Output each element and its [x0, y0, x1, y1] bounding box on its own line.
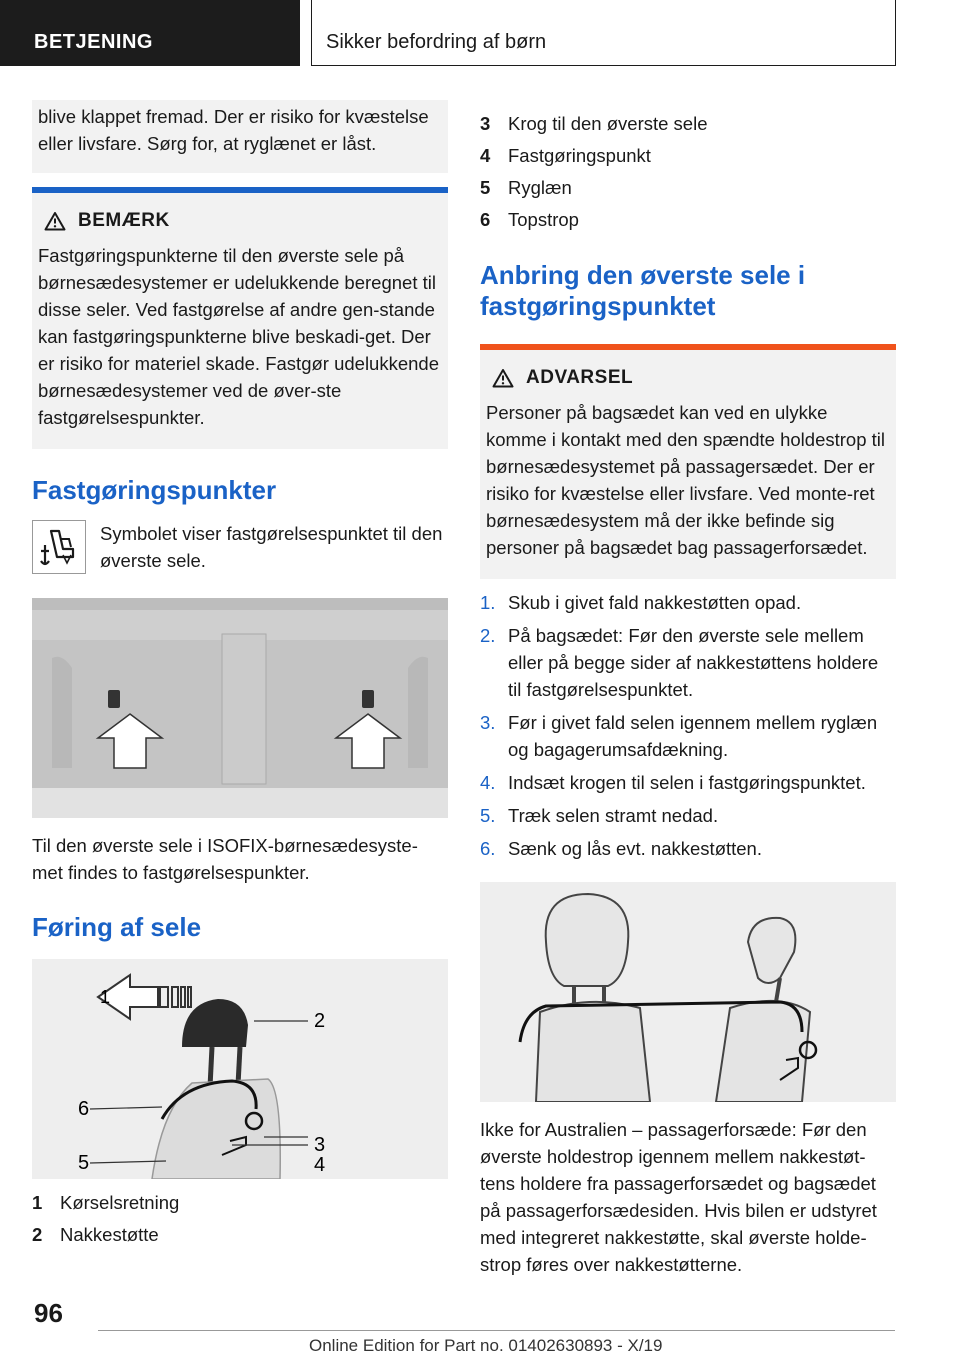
note-box — [32, 193, 448, 449]
instruction-steps — [480, 589, 896, 862]
legend-num: 5 — [480, 177, 491, 198]
step-num: 2. — [480, 625, 496, 646]
legend-item — [480, 172, 896, 204]
legend-item — [32, 1219, 448, 1251]
legend-item — [480, 140, 896, 172]
legend-num: 1 — [32, 1192, 43, 1213]
legend-item — [480, 108, 896, 140]
warning-text: Personer på bagsædet kan ved en ulykke komme i kontakt med den spændte holdestrop til børnesædesystemet på passagersædet. Der er risiko for kvæstelse eller livsfare. Ved monte-ret børnesædesystem må der ikke befinde sig personer på bagsædet bag passagerforsædet. — [486, 402, 885, 558]
left-column — [32, 100, 448, 1251]
footer-edition: Online Edition for Part no. 01402630893 - X/19 — [309, 1336, 663, 1355]
step-item — [480, 802, 896, 829]
step-num: 5. — [480, 805, 496, 826]
legend-text: Topstrop — [508, 209, 579, 230]
warning-title-text: ADVARSEL — [526, 367, 634, 388]
closing-paragraph: Ikke for Australien – passagerforsæde: Før den øverste holdestrop igennem mellem nakkestøt-tens holdere fra passagerforsædet og bagsædet på passagerforsædesiden. Hvis bilen er udstyret med integreret nakkestøtte, skal øverste holde-strop føres over nakkestøtterne. — [480, 1119, 877, 1275]
step-item — [480, 589, 896, 616]
step-text: Skub i givet fald nakkestøtten opad. — [508, 592, 802, 613]
legend-text: Ryglæn — [508, 177, 572, 198]
footer-divider — [98, 1330, 895, 1331]
legend-text: Nakkestøtte — [60, 1224, 159, 1245]
headrest-strap-diagram — [480, 882, 896, 1102]
step-num: 3. — [480, 712, 496, 733]
section-label: BETJENING — [0, 0, 300, 66]
page-title: Sikker befordring af børn — [311, 0, 896, 66]
step-text: Før i givet fald selen igennem mellem ryglæn og bagagerumsafdækning. — [508, 712, 878, 760]
legend-text: Fastgøringspunkt — [508, 145, 651, 166]
step-item — [480, 709, 896, 763]
warning-title — [492, 364, 890, 391]
legend-text: Krog til den øverste sele — [508, 113, 708, 134]
fig-label-5: 5 — [78, 1152, 90, 1174]
page-number: 96 — [34, 1298, 63, 1328]
note-title-text: BEMÆRK — [78, 210, 170, 231]
step-num: 6. — [480, 838, 496, 859]
fig-label-3: 3 — [314, 1134, 326, 1156]
anchor-points-caption: Til den øverste sele i ISOFIX-børnesædesyste-met findes to fastgørelsespunkter. — [32, 835, 418, 883]
symbol-row — [32, 520, 448, 574]
step-text: Træk selen stramt nedad. — [508, 805, 719, 826]
step-item — [480, 835, 896, 862]
warning-box — [480, 350, 896, 579]
child-seat-anchor-icon — [32, 520, 86, 574]
symbol-description: Symbolet viser fastgørelsespunktet til den øverste sele. — [100, 523, 443, 571]
legend-text: Kørselsretning — [60, 1192, 180, 1213]
step-item — [480, 769, 896, 796]
legend-num: 6 — [480, 209, 491, 230]
step-num: 4. — [480, 772, 496, 793]
fig-label-2: 2 — [314, 1010, 326, 1032]
legend-item — [480, 204, 896, 236]
heading-fastgoringspunkter: Fastgøringspunkter — [32, 475, 277, 505]
step-text: Indsæt krogen til selen i fastgøringspunktet. — [508, 772, 866, 793]
warning-triangle-icon — [44, 211, 66, 231]
heading-anbring-sele: Anbring den øverste sele i fastgøringspunktet — [480, 260, 806, 321]
note-text: Fastgøringspunkterne til den øverste sele på børnesædesystemer er udelukkende beregnet til disse seler. Ved fastgørelse af andre gen-stande kan fastgøringspunkterne blive beskadi-get. Der er risiko for materiel skade. Fastgør udelukkende børnesædesystemer ved de øver-ste fastgørelsespunkter. — [38, 245, 440, 428]
fig-label-6: 6 — [78, 1098, 90, 1120]
step-num: 1. — [480, 592, 496, 613]
step-text: På bagsædet: Før den øverste sele mellem eller på begge sider af nakkestøttens holdere til fastgørelsespunktet. — [508, 625, 879, 700]
note-title — [44, 207, 442, 234]
step-item — [480, 622, 896, 703]
legend-num: 2 — [32, 1224, 43, 1245]
continued-warning-box: blive klappet fremad. Der er risiko for kvæstelse eller livsfare. Sørg for, at ryglænet er låst. — [32, 100, 448, 173]
fig-label-4: 4 — [314, 1154, 326, 1176]
heading-foring-af-sele: Føring af sele — [32, 912, 202, 942]
legend-num: 4 — [480, 145, 491, 166]
step-text: Sænk og lås evt. nakkestøtten. — [508, 838, 762, 859]
right-column — [480, 108, 896, 1278]
tether-routing-diagram — [32, 959, 448, 1179]
fig-label-1: 1 — [100, 987, 111, 1007]
legend-item — [32, 1187, 448, 1219]
warning-triangle-icon — [492, 368, 514, 388]
legend-num: 3 — [480, 113, 491, 134]
anchor-points-photo — [32, 598, 448, 818]
